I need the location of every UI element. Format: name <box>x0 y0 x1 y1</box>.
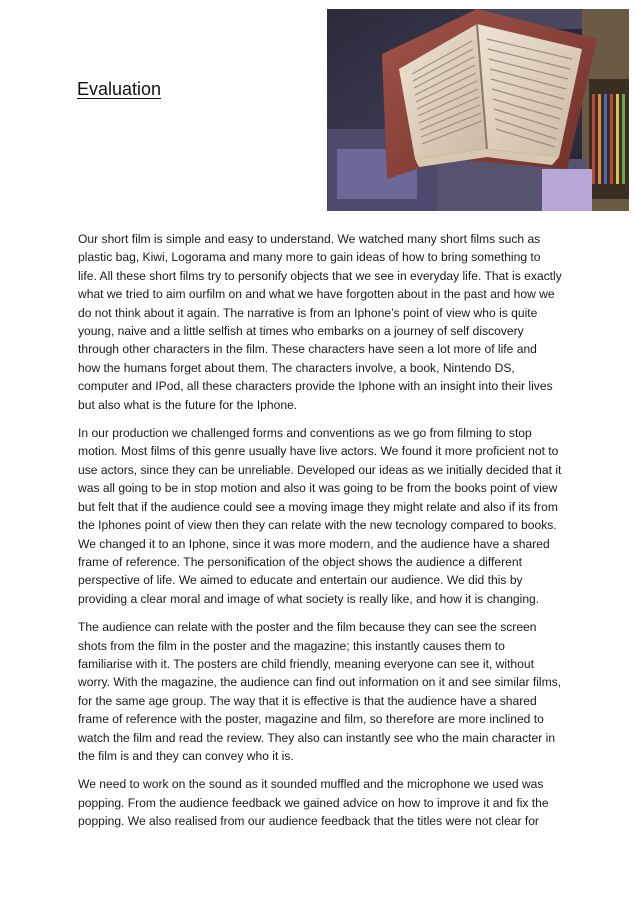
evaluation-body <box>78 230 562 841</box>
paragraph-1: Our short film is simple and easy to understand. We watched many short films such as plastic bag, Kiwi, Logorama and many more to gain ideas of how to bring something to life. All these short films try to personify objects that we see in everyday life. That is exactly what we tried to aim ourfilm on and what we have forgotten about in the past and how we do not think about it again. The narrative is from an Iphone’s point of view who is quite young, naive and a little selfish at times who embarks on a journey of self discovery through other characters in the film. These characters have seen a lot more of life and how the humans forget about them. The characters involve, a book, Nintendo DS, computer and IPod, all these characters provide the Iphone with an insight into their lives but also what is the future for the Iphone. <box>78 232 562 412</box>
paragraph-4: We need to work on the sound as it sounded muffled and the microphone we used was popping. From the audience feedback we gained advice on how to improve it and fix the popping. We also realised from our audience feedback that the titles were not clear for <box>78 777 549 829</box>
paragraph-3: The audience can relate with the poster and the film because they can see the screen shots from the film in the poster and the magazine; this instantly causes them to familiarise with it. The posters are child friendly, meaning everyone can see it, without worry. With the magazine, the audience can find out information on it and see similar films, for the same age group. The way that it is effective is that the audience have a shared frame of reference with the poster, magazine and film, so therefore are more inclined to watch the film and read the review. They also can instantly see who the main character in the film is and they can convey who it is. <box>78 620 562 763</box>
paragraph-2: In our production we challenged forms and conventions as we go from filming to stop motion. Most films of this genre usually have live actors. We found it more proficient not to use actors, since they can be unreliable. Developed our ideas as we initially decided that it was all going to be in stop motion and also it was going to be from the books point of view but felt that if the audience could see a moving image they might relate and also if its from the Iphones point of view then they can relate with the new tecnology compared to books. We changed it to an Iphone, since it was more modern, and the audience have a shared frame of reference. The personification of the object shows the audience a different perspective of life. We aimed to educate and entertain our audience. We did this by providing a clear moral and image of what society is really like, and how it is changing. <box>78 426 562 606</box>
open-book-photo <box>327 9 629 211</box>
page-title: Evaluation <box>77 79 162 99</box>
